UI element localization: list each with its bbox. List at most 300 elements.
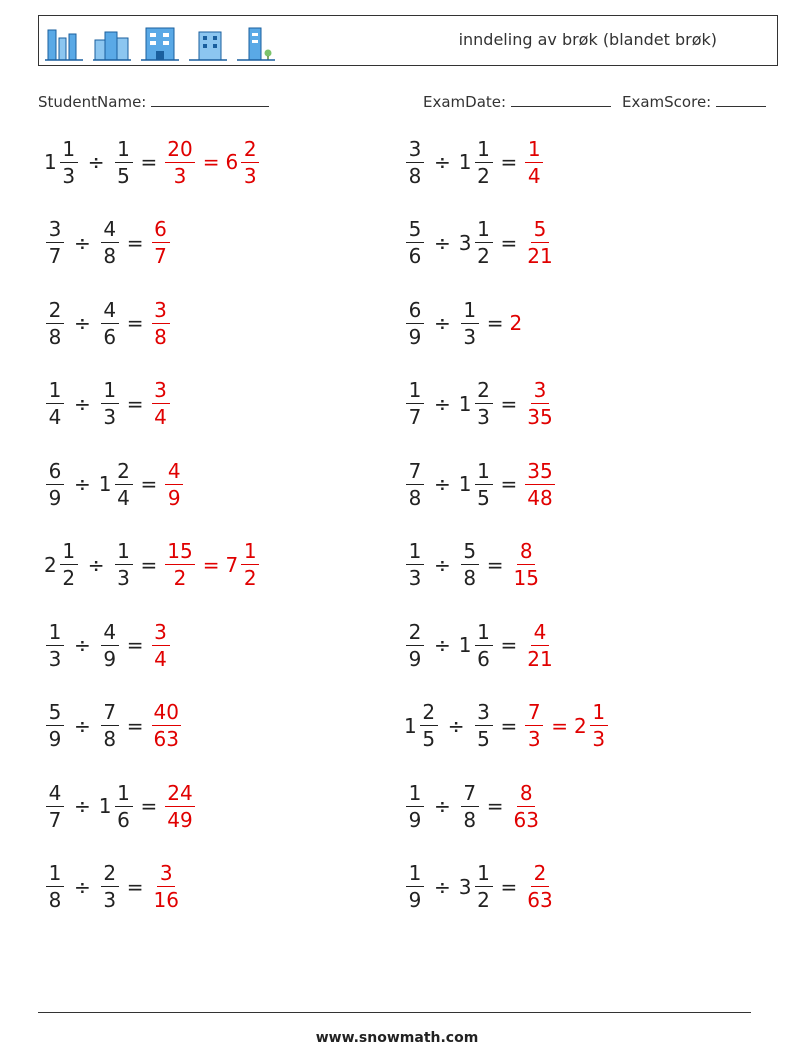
answer-denominator: 48 — [527, 485, 553, 510]
divide-sign: ÷ — [447, 713, 465, 738]
exam-score-line[interactable] — [716, 92, 766, 107]
answer-numerator: 7 — [525, 702, 543, 726]
dividend-denominator: 2 — [62, 566, 76, 590]
answer — [523, 458, 556, 510]
dividend-fraction — [420, 702, 438, 749]
dividend-numerator: 1 — [60, 139, 78, 163]
dividend-fraction — [406, 297, 424, 349]
divisor-numerator: 2 — [101, 863, 119, 887]
answer-fraction — [525, 619, 554, 671]
divide-sign: ÷ — [74, 391, 91, 416]
divisor-numerator: 1 — [475, 622, 493, 646]
dividend-denominator: 9 — [48, 727, 62, 751]
answer-denominator: 21 — [527, 244, 553, 268]
answer-denominator: 49 — [167, 807, 193, 832]
divisor-numerator: 1 — [475, 219, 493, 243]
divide-sign: ÷ — [434, 311, 451, 335]
problem-item — [404, 295, 523, 351]
divisor-numerator: 1 — [461, 300, 479, 324]
answer-fraction — [525, 219, 554, 266]
problem-item — [404, 456, 557, 512]
answer — [150, 863, 183, 910]
problem-item — [404, 134, 545, 190]
divisor-numerator: 1 — [115, 139, 133, 163]
equals-sign: = — [486, 552, 504, 577]
answer — [163, 780, 196, 832]
dividend-numerator: 3 — [406, 139, 424, 163]
divisor-numerator: 4 — [101, 219, 119, 243]
divide-sign: ÷ — [434, 472, 451, 496]
answer-fraction — [525, 458, 554, 510]
answer — [163, 136, 261, 188]
dividend-numerator: 6 — [46, 461, 64, 485]
worksheet-header — [38, 15, 778, 66]
answer-denominator: 3 — [527, 727, 541, 751]
exam-score-label: ExamScore: — [622, 93, 712, 111]
dividend-denominator: 3 — [408, 566, 422, 590]
equals-sign: = — [126, 311, 144, 335]
divide-sign: ÷ — [74, 713, 91, 738]
divisor-fraction — [475, 380, 493, 427]
dividend-denominator: 7 — [48, 244, 62, 268]
dividend-fraction — [46, 780, 64, 832]
problem-item — [404, 859, 557, 915]
divisor-denominator: 2 — [477, 244, 490, 268]
divisor-fraction — [101, 619, 119, 671]
equals-sign: = — [500, 391, 518, 416]
answer-fraction — [165, 780, 194, 832]
divisor-fraction — [475, 219, 493, 266]
equals-sign: = — [126, 633, 144, 657]
answer-denominator: 9 — [167, 485, 181, 510]
dividend-denominator: 9 — [408, 324, 422, 349]
divide-sign: ÷ — [434, 874, 451, 899]
equals-sign: = — [500, 713, 518, 738]
divide-sign: ÷ — [74, 874, 91, 899]
dividend-numerator: 5 — [46, 702, 64, 726]
answer-fraction — [165, 136, 194, 188]
header-icons — [45, 22, 275, 62]
divisor-numerator: 1 — [101, 380, 119, 404]
equals-sign: = — [551, 713, 569, 738]
divisor-whole: 3 — [458, 230, 472, 255]
divisor-denominator: 3 — [103, 888, 117, 912]
answer-numerator: 3 — [152, 380, 170, 404]
exam-date-label: ExamDate: — [423, 93, 507, 111]
dividend-fraction — [46, 297, 64, 349]
answer-denominator: 15 — [513, 566, 539, 590]
answer-fraction — [152, 297, 170, 349]
divisor-fraction — [461, 297, 479, 349]
dividend-fraction — [406, 541, 424, 588]
problem-item — [44, 134, 261, 190]
answer-fraction — [525, 702, 543, 749]
student-name-line[interactable] — [151, 92, 269, 107]
skyscrapers-icon — [45, 24, 83, 62]
divisor-numerator: 1 — [475, 863, 493, 887]
divisor-denominator: 5 — [477, 485, 490, 510]
dividend-numerator: 1 — [46, 863, 64, 887]
mixed-answer-whole: 6 — [225, 150, 239, 174]
answer-numerator: 6 — [152, 219, 170, 243]
answer — [523, 619, 556, 671]
equals-sign: = — [126, 713, 144, 738]
divisor-denominator: 6 — [103, 324, 117, 349]
equals-sign: = — [500, 633, 518, 657]
answer-denominator: 63 — [513, 807, 539, 832]
dividend-denominator: 9 — [408, 646, 422, 671]
equals-sign: = — [202, 552, 220, 577]
problem-item — [44, 537, 261, 593]
divisor-denominator: 8 — [463, 566, 477, 590]
divisor-fraction — [101, 219, 119, 266]
divisor-numerator: 4 — [101, 622, 119, 646]
divisor-fraction — [115, 541, 133, 588]
divisor-numerator: 1 — [115, 541, 133, 565]
problem-item — [404, 376, 557, 432]
answer-numerator: 40 — [153, 700, 179, 724]
exam-date-line[interactable] — [511, 92, 611, 107]
divide-sign: ÷ — [434, 633, 451, 657]
answer — [510, 313, 524, 333]
dividend-numerator: 1 — [60, 541, 78, 565]
answer-numerator: 3 — [152, 622, 170, 646]
divisor-fraction — [475, 863, 493, 910]
divisor-fraction — [115, 780, 133, 832]
divisor-whole: 1 — [458, 391, 472, 416]
equals-sign: = — [126, 874, 144, 899]
divisor-numerator: 3 — [475, 702, 493, 726]
answer-numerator: 3 — [157, 863, 175, 887]
mixed-answer-denominator: 3 — [243, 163, 257, 188]
divisor-whole: 1 — [98, 794, 112, 818]
mixed-answer-whole: 7 — [225, 552, 239, 577]
divisor-fraction — [101, 380, 119, 427]
divisor-numerator: 2 — [475, 380, 493, 404]
divisor-numerator: 7 — [461, 783, 479, 807]
city-blocks-icon — [93, 24, 131, 62]
answer-fraction — [165, 458, 183, 510]
answer — [150, 297, 172, 349]
dividend-whole: 2 — [44, 552, 57, 577]
divisor-numerator: 1 — [475, 461, 493, 485]
answer-fraction — [525, 863, 554, 910]
answer — [510, 780, 543, 832]
answer — [523, 219, 556, 266]
divide-sign: ÷ — [434, 150, 451, 174]
dividend-numerator: 7 — [406, 461, 424, 485]
dividend-whole: 1 — [404, 713, 417, 738]
answer-denominator: 63 — [153, 727, 179, 751]
answer-numerator: 3 — [152, 300, 170, 324]
dividend-numerator: 1 — [406, 541, 424, 565]
answer-fraction — [152, 219, 170, 266]
answer-numerator: 2 — [531, 863, 549, 887]
answer-denominator: 4 — [527, 163, 541, 188]
divisor-denominator: 6 — [117, 807, 130, 832]
problem-item — [44, 698, 183, 754]
problem-item — [44, 859, 183, 915]
problem-item — [44, 295, 172, 351]
answer-denominator: 63 — [527, 888, 553, 912]
answer — [510, 541, 543, 588]
answer-numerator: 20 — [167, 136, 193, 161]
dividend-fraction — [46, 380, 64, 427]
dividend-denominator: 4 — [48, 405, 62, 429]
exam-score-field — [622, 92, 766, 111]
divisor-denominator: 2 — [477, 888, 490, 912]
divisor-fraction — [461, 541, 479, 588]
divisor-denominator: 8 — [103, 244, 117, 268]
divisor-numerator: 4 — [101, 300, 119, 324]
answer-denominator: 21 — [527, 646, 553, 671]
dividend-fraction — [60, 136, 78, 188]
dividend-numerator: 1 — [46, 622, 64, 646]
answer-numerator: 5 — [531, 219, 549, 243]
equals-sign: = — [486, 794, 504, 818]
divide-sign: ÷ — [434, 391, 451, 416]
answer-numerator: 1 — [525, 139, 543, 163]
tower-with-tree-icon — [237, 24, 275, 62]
equals-sign: = — [126, 391, 144, 416]
divide-sign: ÷ — [434, 230, 451, 255]
answer-fraction — [525, 380, 554, 427]
dividend-denominator: 8 — [48, 888, 62, 912]
divisor-denominator: 3 — [117, 566, 130, 590]
divide-sign: ÷ — [434, 794, 451, 818]
dividend-denominator: 7 — [48, 807, 62, 832]
equals-sign: = — [486, 311, 504, 335]
equals-sign: = — [140, 150, 158, 174]
divide-sign: ÷ — [87, 552, 105, 577]
worksheet-title: inndeling av brøk (blandet brøk) — [458, 30, 717, 49]
divisor-whole: 1 — [98, 472, 112, 496]
answer-numerator: 8 — [517, 541, 535, 565]
divisor-whole: 1 — [458, 472, 472, 496]
answer-denominator: 35 — [527, 405, 553, 429]
answer-numerator: 3 — [531, 380, 549, 404]
office-building-icon — [141, 24, 179, 62]
divide-sign: ÷ — [434, 552, 451, 577]
divisor-whole: 3 — [458, 874, 472, 899]
divisor-numerator: 7 — [101, 702, 119, 726]
answer-denominator: 3 — [173, 163, 187, 188]
answer-fraction — [152, 863, 181, 910]
dividend-numerator: 2 — [46, 300, 64, 324]
dividend-fraction — [46, 219, 64, 266]
dividend-fraction — [406, 219, 424, 266]
answer-whole: 2 — [509, 311, 523, 335]
equals-sign: = — [202, 150, 220, 174]
divisor-denominator: 4 — [117, 485, 130, 510]
problem-item — [44, 456, 185, 512]
mixed-answer-numerator: 1 — [590, 702, 608, 726]
divisor-denominator: 3 — [103, 405, 117, 429]
answer-denominator: 2 — [173, 566, 187, 590]
dividend-denominator: 7 — [408, 405, 422, 429]
divisor-denominator: 6 — [477, 646, 490, 671]
equals-sign: = — [140, 472, 158, 496]
problem-item — [404, 778, 543, 834]
dividend-fraction — [406, 863, 424, 910]
answer-numerator: 4 — [165, 461, 183, 485]
answer-fraction — [165, 541, 194, 588]
equals-sign: = — [500, 874, 518, 899]
problem-item — [44, 215, 172, 271]
divisor-numerator: 1 — [115, 783, 133, 807]
answer — [150, 380, 172, 427]
divisor-fraction — [475, 136, 493, 188]
divisor-fraction — [101, 297, 119, 349]
answer — [523, 136, 545, 188]
equals-sign: = — [140, 794, 158, 818]
divisor-denominator: 3 — [477, 405, 490, 429]
divisor-denominator: 5 — [117, 163, 130, 188]
equals-sign: = — [126, 230, 144, 255]
dividend-numerator: 1 — [46, 380, 64, 404]
dividend-fraction — [60, 541, 78, 588]
answer — [523, 380, 556, 427]
equals-sign: = — [140, 552, 158, 577]
answer-numerator: 15 — [167, 539, 193, 563]
mixed-answer-fraction — [241, 541, 259, 588]
answer-denominator: 4 — [154, 405, 167, 429]
dividend-fraction — [406, 780, 424, 832]
dividend-denominator: 3 — [62, 163, 76, 188]
dividend-denominator: 8 — [48, 324, 62, 349]
problem-item — [44, 617, 172, 673]
answer-numerator: 4 — [531, 622, 549, 646]
dividend-fraction — [46, 458, 64, 510]
divisor-fraction — [115, 136, 133, 188]
answer-numerator: 35 — [527, 458, 553, 483]
answer-numerator: 24 — [167, 780, 193, 805]
answer — [150, 219, 172, 266]
answer-denominator: 16 — [153, 888, 179, 912]
divisor-whole: 1 — [458, 150, 472, 174]
equals-sign: = — [500, 150, 518, 174]
student-name-field — [38, 92, 269, 111]
dividend-denominator: 8 — [408, 485, 422, 510]
divide-sign: ÷ — [74, 633, 91, 657]
answer-fraction — [152, 619, 170, 671]
divisor-fraction — [475, 702, 493, 749]
divide-sign: ÷ — [74, 311, 91, 335]
divisor-denominator: 8 — [103, 727, 117, 751]
divisor-numerator: 1 — [475, 139, 493, 163]
dividend-numerator: 4 — [46, 783, 64, 807]
answer — [163, 541, 261, 588]
problem-item — [404, 698, 610, 754]
divisor-denominator: 9 — [103, 646, 117, 671]
mixed-answer-fraction — [590, 702, 608, 749]
divisor-numerator: 5 — [461, 541, 479, 565]
answer-denominator: 7 — [154, 244, 167, 268]
dividend-numerator: 2 — [420, 702, 438, 726]
answer — [150, 702, 183, 749]
dividend-denominator: 9 — [408, 807, 422, 832]
dividend-fraction — [406, 458, 424, 510]
divisor-numerator: 2 — [115, 461, 133, 485]
exam-date-field — [423, 92, 611, 111]
dividend-numerator: 1 — [406, 380, 424, 404]
dividend-denominator: 6 — [408, 244, 422, 268]
divisor-fraction — [475, 458, 493, 510]
dividend-numerator: 1 — [406, 863, 424, 887]
answer-denominator: 4 — [154, 646, 167, 671]
divisor-denominator: 2 — [477, 163, 490, 188]
dividend-fraction — [46, 702, 64, 749]
mixed-answer-denominator: 2 — [243, 566, 257, 590]
mixed-answer-denominator: 3 — [592, 727, 606, 751]
dividend-numerator: 5 — [406, 219, 424, 243]
divisor-whole: 1 — [458, 633, 472, 657]
problem-item — [404, 537, 543, 593]
dividend-denominator: 9 — [408, 888, 422, 912]
dividend-fraction — [46, 863, 64, 910]
problem-item — [44, 376, 172, 432]
student-name-label: StudentName: — [38, 93, 147, 111]
divisor-fraction — [101, 863, 119, 910]
dividend-numerator: 1 — [406, 783, 424, 807]
divide-sign: ÷ — [74, 230, 91, 255]
divisor-fraction — [461, 780, 479, 832]
answer — [163, 458, 185, 510]
divide-sign: ÷ — [87, 150, 105, 174]
equals-sign: = — [500, 230, 518, 255]
dividend-numerator: 2 — [406, 622, 424, 646]
answer — [150, 619, 172, 671]
answer-fraction — [525, 136, 543, 188]
answer-fraction — [152, 380, 170, 427]
dividend-fraction — [46, 619, 64, 671]
divide-sign: ÷ — [74, 794, 91, 818]
divisor-denominator: 8 — [463, 807, 477, 832]
dividend-fraction — [406, 619, 424, 671]
footer-divider — [38, 1012, 751, 1013]
divide-sign: ÷ — [74, 472, 91, 496]
answer-denominator: 8 — [154, 324, 167, 349]
answer-fraction — [152, 702, 181, 749]
divisor-denominator: 5 — [477, 727, 490, 751]
dividend-fraction — [406, 136, 424, 188]
divisor-fraction — [475, 619, 493, 671]
mixed-answer-numerator: 2 — [241, 139, 259, 163]
answer — [523, 863, 556, 910]
footer-url: www.snowmath.com — [315, 1030, 479, 1046]
mixed-answer-numerator: 1 — [241, 541, 259, 565]
divisor-fraction — [101, 702, 119, 749]
mixed-answer-whole: 2 — [574, 713, 587, 738]
dividend-denominator: 3 — [48, 646, 62, 671]
divisor-denominator: 3 — [463, 324, 477, 349]
dividend-fraction — [406, 380, 424, 427]
dividend-whole: 1 — [44, 150, 57, 174]
dividend-denominator: 8 — [408, 163, 422, 188]
dividend-denominator: 5 — [422, 727, 436, 751]
problem-item — [404, 617, 557, 673]
answer — [523, 702, 610, 749]
dividend-numerator: 6 — [406, 300, 424, 324]
apartment-building-icon — [189, 24, 227, 62]
dividend-denominator: 9 — [48, 485, 62, 510]
equals-sign: = — [500, 472, 518, 496]
answer-fraction — [512, 541, 541, 588]
answer-numerator: 8 — [517, 783, 535, 807]
problem-item — [44, 778, 197, 834]
dividend-numerator: 3 — [46, 219, 64, 243]
answer-fraction — [512, 780, 541, 832]
